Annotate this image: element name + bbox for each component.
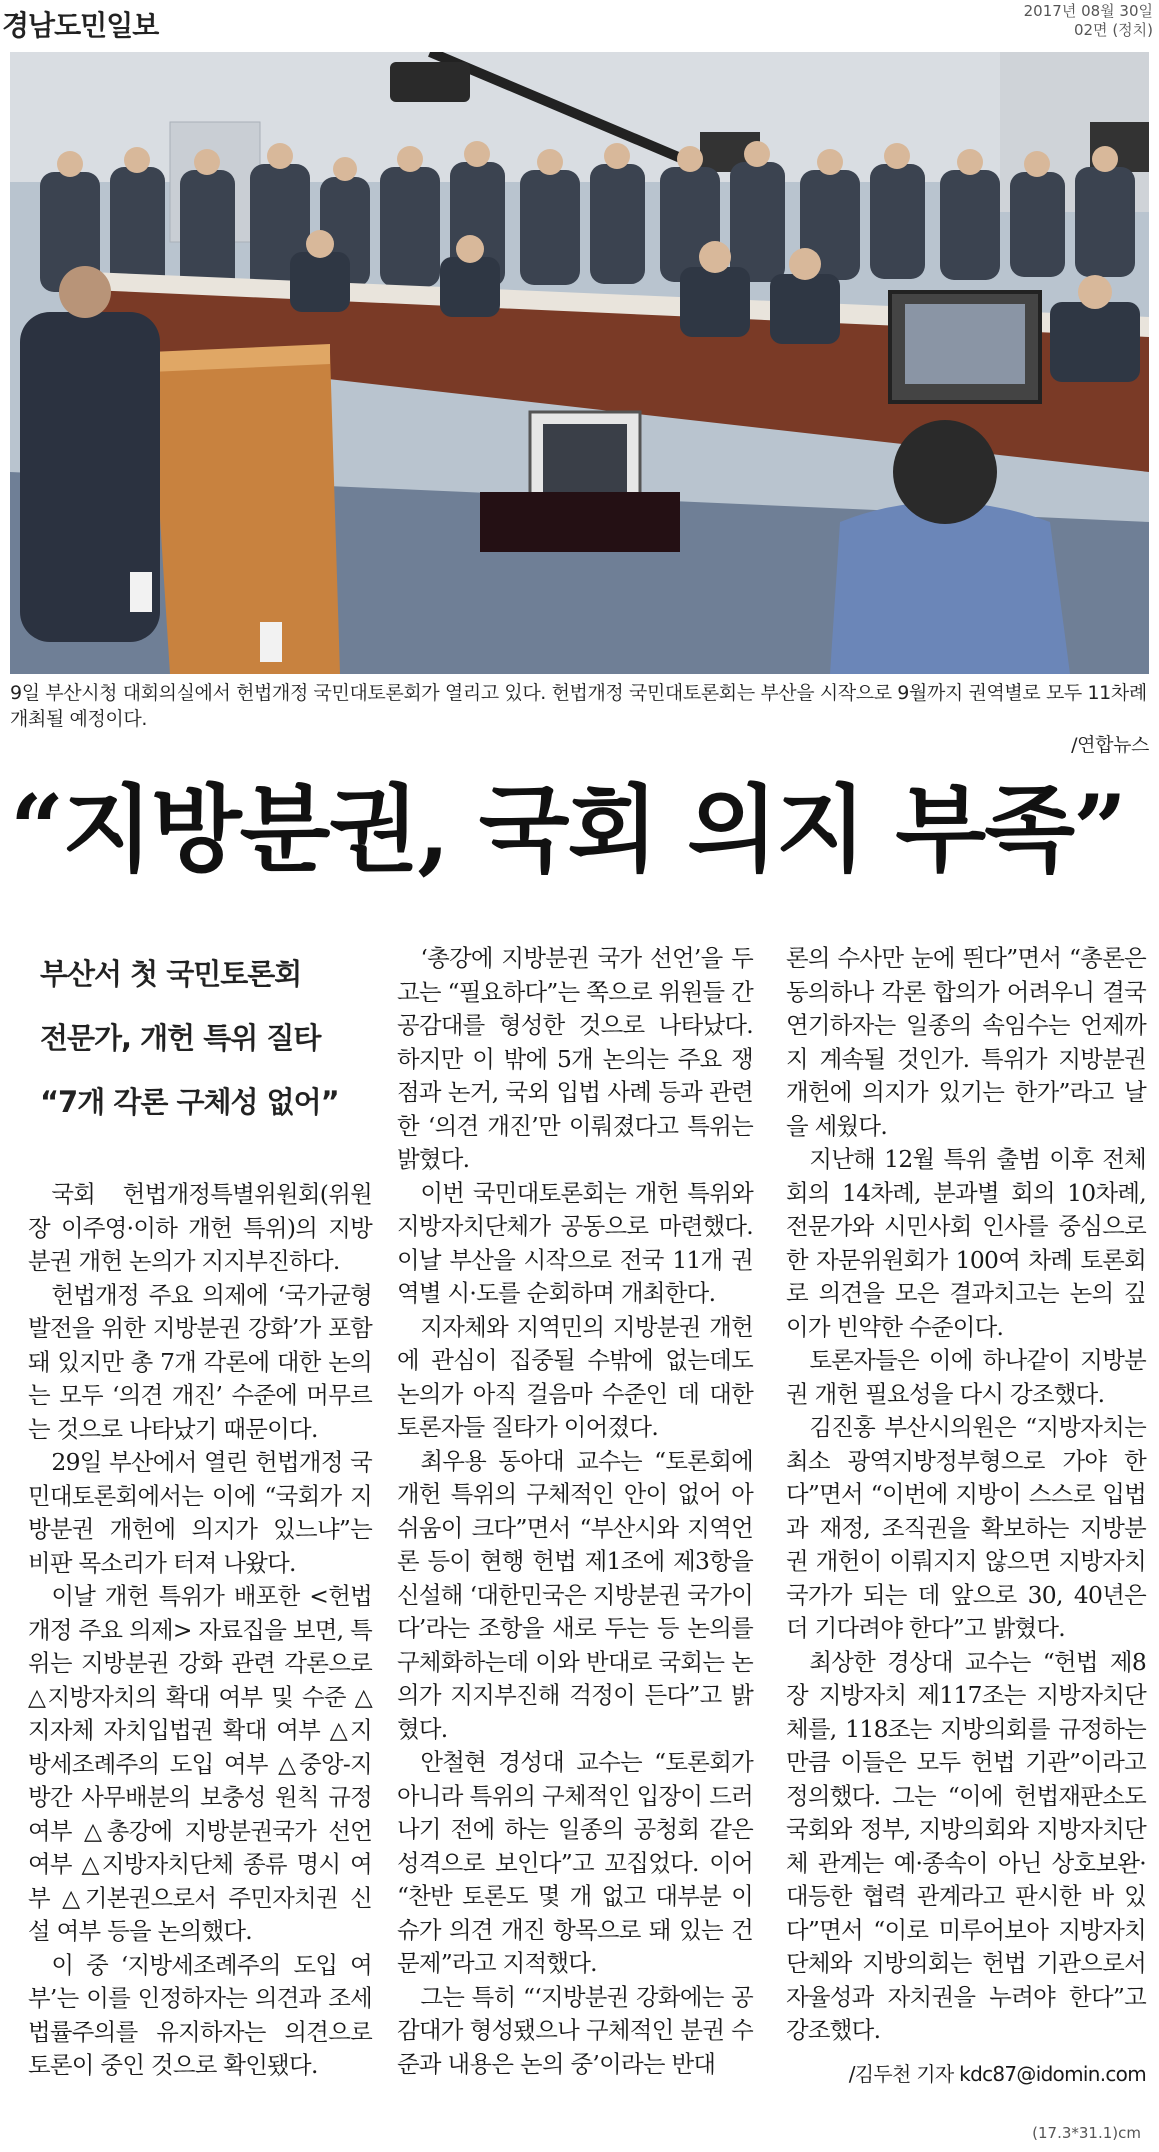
paragraph: 이번 국민대토론회는 개헌 특위와 지방자치단체가 공동으로 마련했다. 이날 부산을 시작으로 전국 11개 권역별 시·도를 순회하며 개최한다. <box>397 1178 753 1307</box>
issue-info <box>1024 2 1153 40</box>
news-photo <box>10 52 1149 674</box>
paragraph: 지난해 12월 특위 출범 이후 전체회의 14차례, 분과별 회의 10차례, 전문가와 시민사회 인사를 중심으로 한 자문위원회가 100여 차례 토론회로 의견을 모은 결과치고는 논의 깊이가 빈약한 수준이다. <box>786 1145 1146 1341</box>
paragraph: 이 중 ‘지방세조례주의 도입 여부’는 이를 인정하자는 의견과 조세법률주의를 유지하자는 의견으로 토론이 중인 것으로 확인됐다. <box>28 1950 372 2079</box>
headline: “지방분권, 국회 의지 부족” <box>10 775 1126 885</box>
paragraph: 최우용 동아대 교수는 “토론회에 개헌 특위의 구체적인 안이 없어 아쉬움이 크다”면서 “부산시와 지역언론 등이 현행 헌법 제1조에 제3항을 신설해 ‘대한민국은 지방분권 국가이다’라는 조항을 새로 두는 등 논의를 구체화하는데 이와 반대로 국회는 논의가 지지부진해 걱정이 든다”고 밝혔다. <box>397 1446 753 1743</box>
paragraph: 29일 부산에서 열린 헌법개정 국민대토론회에서는 이에 “국회가 지방분권 개헌에 의지가 있느냐”는 비판 목소리가 터져 나왔다. <box>28 1448 372 1577</box>
photo-caption-text: 9일 부산시청 대회의실에서 헌법개정 국민대토론회가 열리고 있다. 헌법개정 국민대토론회는 부산을 시작으로 9월까지 권역별로 모두 11차례 개최될 예정이다. <box>10 682 1147 730</box>
issue-page: 02면 (정치) <box>1073 21 1153 39</box>
masthead <box>0 0 1159 50</box>
paragraph: 최상한 경상대 교수는 “헌법 제8장 지방자치 제117조는 지방자치단체를, 118조는 지방의회를 규정하는 만큼 이들은 모두 헌법 기관”이라고 정의했다. 그는 “이에 헌법재판소도 국회와 정부, 지방의회와 지방자치단체 관계는 예·종속이 아닌 상호보완·대등한 협력 관계라고 판시한 바 있다”면서 “이로 미루어보아 지방자치단체와 지방의회는 헌법 기관으로서 자율성과 자치권을 누려야 한다”고 강조했다. <box>786 1647 1146 2044</box>
paragraph-continued: 론의 수사만 눈에 띈다”면서 “총론은 동의하나 각론 합의가 어려우니 결국 연기하자는 일종의 속임수는 언제까지 계속될 것인가. 특위가 지방분권 개헌에 의지가 있기는 한가”라고 날을 세웠다. <box>786 944 1146 1140</box>
page-size: (17.3*31.1)cm <box>1032 2124 1141 2142</box>
issue-date: 2017년 08월 30일 <box>1023 2 1153 20</box>
subhead-2: 전문가, 개헌 특위 질타 <box>40 1021 321 1055</box>
paragraph: 헌법개정 주요 의제에 ‘국가균형발전을 위한 지방분권 강화’가 포함돼 있지만 총 7개 각론에 대한 논의는 모두 ‘의견 개진’ 수준에 머무르는 것으로 나타났기 때문이다. <box>28 1280 372 1443</box>
paragraph: 국회 헌법개정특별위원회(위원장 이주영·이하 개헌 특위)의 지방분권 개헌 논의가 지지부진하다. <box>28 1180 372 1275</box>
photo-credit: /연합뉴스 <box>1071 734 1149 756</box>
photo-caption <box>10 680 1149 758</box>
subhead-3: “7개 각론 구체성 없어” <box>40 1085 339 1119</box>
paragraph: 토론자들은 이에 하나같이 지방분권 개헌 필요성을 다시 강조했다. <box>786 1346 1146 1408</box>
paragraph: ‘총강에 지방분권 국가 선언’을 두고는 “필요하다”는 쪽으로 위원들 간 공감대를 형성한 것으로 나타났다. 하지만 이 밖에 5개 논의는 주요 쟁점과 논거, 국외 입법 사례 등과 관련한 ‘의견 개진’만 이뤄졌다고 특위는 밝혔다. <box>397 944 753 1173</box>
byline: /김두천 기자 kdc87@idomin.com <box>848 2061 1146 2086</box>
paragraph: 지자체와 지역민의 지방분권 개헌에 관심이 집중될 수밖에 없는데도 논의가 아직 걸음마 수준인 데 대한 토론자들 질타가 이어졌다. <box>397 1312 753 1441</box>
paragraph: 김진홍 부산시의원은 “지방자치는 최소 광역지방정부형으로 가야 한다”면서 “이번에 지방이 스스로 입법과 재정, 조직권을 확보하는 지방분권 개헌이 이뤄지지 않으면 지방자치국가가 되는 데 앞으로 30, 40년은 더 기다려야 한다”고 밝혔다. <box>786 1413 1146 1642</box>
paragraph: 안철현 경성대 교수는 “토론회가 아니라 특위의 구체적인 입장이 드러나기 전에 하는 일종의 공청회 같은 성격으로 보인다”고 꼬집었다. 이어 “찬반 토론도 몇 개 없고 대부분 이슈가 의견 개진 항목으로 돼 있는 건 문제”라고 지적했다. <box>397 1748 753 1977</box>
article-column-3 <box>786 942 1146 2102</box>
paper-name: 경남도민일보 <box>2 9 159 42</box>
paragraph: 그는 특히 “‘지방분권 강화에는 공감대가 형성됐으나 구체적인 분권 수준과 내용은 논의 중’이라는 반대 <box>397 1982 753 2078</box>
article-column-2 <box>397 942 753 2102</box>
subhead-1: 부산서 첫 국민토론회 <box>40 957 302 991</box>
article-column-1 <box>28 942 372 2102</box>
subheads <box>40 942 372 1134</box>
paragraph: 이날 개헌 특위가 배포한 <헌법 개정 주요 의제> 자료집을 보면, 특위는 지방분권 강화 관련 각론으로 △지방자치의 확대 여부 및 수준 △지자체 자치입법권 확대 여부 △지방세조례주의 도입 여부 △중앙-지방간 사무배분의 보충성 원칙 규정 여부 △총강에 지방분권국가 선언 여부 △지방자치단체 종류 명시 여부 △기본권으로서 주민자치권 신설 여부 등을 논의했다. <box>28 1582 372 1945</box>
